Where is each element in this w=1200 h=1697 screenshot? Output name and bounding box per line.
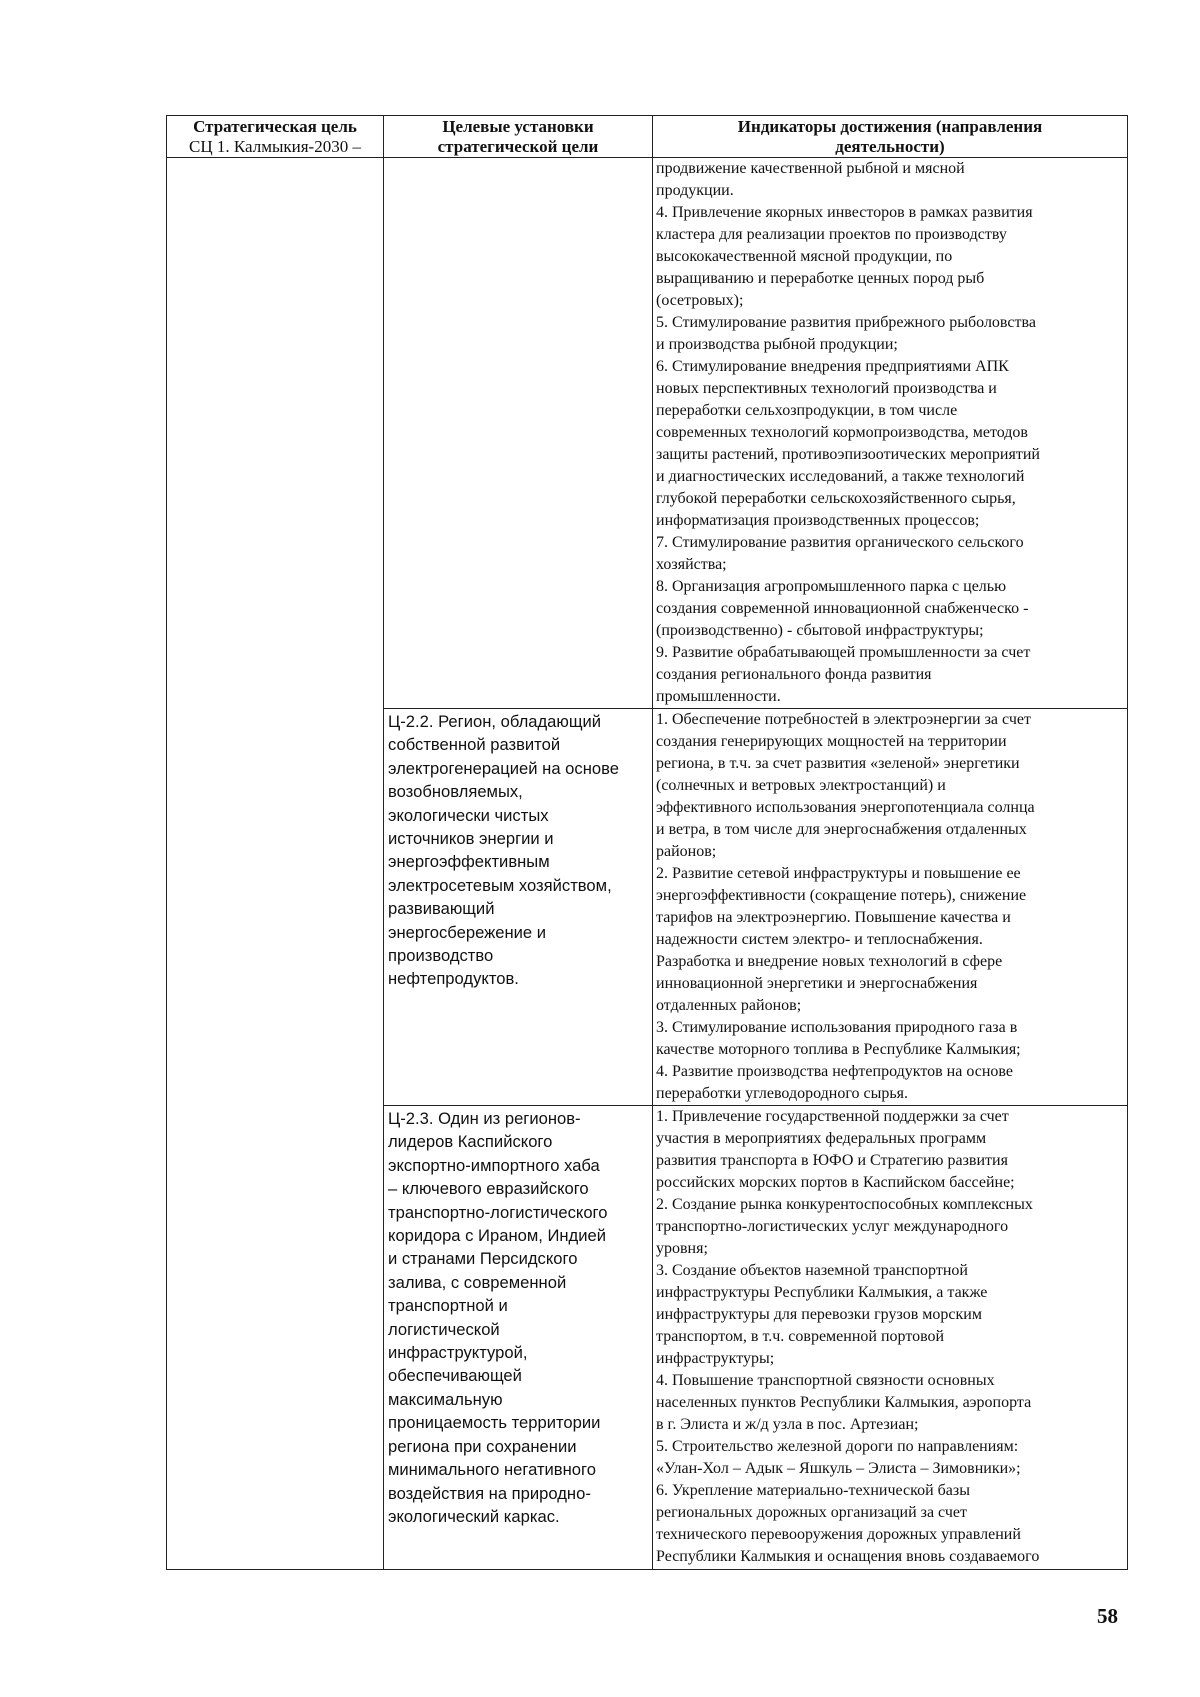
indicator-line: 2. Создание рынка конкурентоспособных комплексных [656,1196,1033,1213]
indicator-line: переработки углеводородного сырья. [656,1085,908,1102]
indicator-line: (солнечных и ветровых электростанций) и [656,777,946,794]
indicator-line: 6. Укрепление материально-технической базы [656,1482,970,1499]
target-line: электросетевым хозяйством, [388,875,612,895]
target-line: экологический каркас. [388,1506,560,1526]
header-indicators [653,116,1128,158]
table-row [167,158,1128,709]
target-line: обеспечивающей [388,1366,522,1386]
indicator-line: переработки сельхозпродукции, в том числе [656,402,958,419]
header-col2-line1: Целевые установки [442,117,594,136]
indicator-line: Разработка и внедрение новых технологий в сфере [656,953,1003,970]
indicator-line: транспортно-логистических услуг международного [656,1218,1009,1235]
target-line: Ц-2.3. Один из регионов- [388,1109,581,1128]
indicator-line: инфраструктуры; [656,1350,775,1367]
indicator-line: региона, в т.ч. за счет развития «зеленой» энергетики [656,755,1020,772]
target-cell-continuation [384,158,653,709]
indicator-line: 4. Привлечение якорных инвесторов в рамках развития [656,204,1033,221]
target-line: Ц-2.2. Регион, обладающий [388,712,602,731]
indicator-line: кластера для реализации проектов по производству [656,226,1007,243]
indicator-line: продвижение качественной рыбной и мясной [656,160,965,177]
target-line: и странами Персидского [388,1249,578,1269]
indicator-line: 4. Повышение транспортной связности основных [656,1372,995,1389]
target-line: максимальную [388,1389,503,1409]
indicator-line: новых перспективных технологий производства и [656,380,997,397]
indicator-line: 5. Строительство железной дороги по направлениям: [656,1438,1019,1455]
target-line: энергоэффективным [388,852,550,872]
indicator-line: инновационной энергетики и энергоснабжения [656,975,978,992]
indicator-line: тарифов на электроэнергию. Повышение качества и [656,909,1011,926]
page-number: 58 [1097,1604,1118,1628]
indicator-line: защиты растений, противоэпизоотических мероприятий [656,446,1040,463]
indicator-line: региональных дорожных организаций за счет [656,1504,967,1521]
indicator-line: инфраструктуры Республики Калмыкия, а также [656,1284,988,1301]
indicators-cell [653,158,1128,709]
indicator-line: отдаленных районов; [656,997,802,1014]
indicator-line: 4. Развитие производства нефтепродуктов на основе [656,1063,1013,1080]
indicator-line: российских морских портов в Каспийском бассейне; [656,1174,1015,1191]
indicator-line: (производственно) - сбытовой инфраструктуры; [656,622,984,639]
target-line: воздействия на природно- [388,1483,591,1503]
target-line: экологически чистых [388,805,549,825]
indicator-line: создания регионального фонда развития [656,666,932,683]
target-line: нефтепродуктов. [388,969,519,989]
indicator-line: качестве моторного топлива в Республике Калмыкия; [656,1041,1021,1058]
indicator-line: создания современной инновационной снабженческо - [656,600,1029,617]
target-cell [384,1106,653,1570]
indicator-line: 6. Стимулирование внедрения предприятиями АПК [656,358,1009,375]
target-line: лидеров Каспийского [388,1132,553,1152]
indicator-line: хозяйства; [656,556,727,573]
target-line: региона при сохранении [388,1436,577,1456]
indicator-line: 9. Развитие обрабатывающей промышленности за счет [656,644,1031,661]
header-col3-line2: деятельности) [835,137,945,156]
header-target-settings [384,116,653,158]
indicator-line: создания генерирующих мощностей на территории [656,733,1007,750]
indicator-line: участия в мероприятиях федеральных программ [656,1130,987,1147]
indicator-line: и производства рыбной продукции; [656,336,898,353]
indicator-line: районов; [656,843,717,860]
indicator-line: транспортом, в т.ч. современной портовой [656,1328,945,1345]
target-line: собственной развитой [388,735,561,755]
indicator-line: Республики Калмыкия и оснащения вновь создаваемого [656,1548,1040,1565]
target-line: коридора с Ираном, Индией [388,1226,607,1246]
target-line: экспортно-импортного хаба [388,1155,600,1175]
target-line: инфраструктурой, [388,1343,528,1363]
header-col3-line1: Индикаторы достижения (направления [737,117,1043,136]
target-line: энергосбережение и [388,922,546,942]
table-header-row [167,116,1128,158]
indicators-cell [653,1106,1128,1570]
indicator-line: 3. Стимулирование использования природного газа в [656,1019,1018,1036]
target-line: возобновляемых, [388,782,523,802]
target-line: транспортной и [388,1296,508,1316]
indicator-line: современных технологий кормопроизводства, методов [656,424,1028,441]
indicator-line: надежности систем электро- и теплоснабжения. [656,931,983,948]
indicator-line: в г. Элиста и ж/д узла в пос. Артезиан; [656,1416,919,1433]
indicator-line: и диагностических исследований, а также технологий [656,468,1025,485]
indicator-line: 7. Стимулирование развития органического сельского [656,534,1024,551]
indicator-line: 2. Развитие сетевой инфраструктуры и повышение ее [656,865,1021,882]
indicator-line: технического перевооружения дорожных управлений [656,1526,1021,1543]
target-line: – ключевого евразийского [388,1179,589,1199]
header-col1-title: Стратегическая цель [193,117,357,136]
indicator-line: высококачественной мясной продукции, по [656,248,953,265]
indicator-line: 5. Стимулирование развития прибрежного рыболовства [656,314,1036,331]
target-line: проницаемость территории [388,1413,601,1433]
indicator-line: «Улан-Хол – Адык – Яшкуль – Элиста – Зимовники»; [656,1460,1021,1477]
indicator-line: промышленности. [656,688,781,705]
indicator-line: 1. Привлечение государственной поддержки за счет [656,1108,1009,1125]
target-line: логистической [388,1319,500,1339]
indicator-line: энергоэффективности (сокращение потерь), снижение [656,887,1027,904]
indicator-line: глубокой переработки сельскохозяйственного сырья, [656,490,1016,507]
indicator-line: инфраструктуры для перевозки грузов морским [656,1306,982,1323]
target-line: развивающий [388,899,495,919]
header-col1-subtitle: СЦ 1. Калмыкия-2030 – [189,137,361,156]
indicators-cell [653,709,1128,1106]
indicator-line: (осетровых); [656,292,744,309]
target-line: источников энергии и [388,829,554,849]
indicator-line: развития транспорта в ЮФО и Стратегию развития [656,1152,1008,1169]
strategy-table [166,115,1128,1570]
target-cell [384,709,653,1106]
indicator-line: населенных пунктов Республики Калмыкия, аэропорта [656,1394,1032,1411]
indicator-line: эффективного использования энергопотенциала солнца [656,799,1035,816]
indicator-line: 3. Создание объектов наземной транспортной [656,1262,968,1279]
header-strategic-goal [167,116,384,158]
indicator-line: 1. Обеспечение потребностей в электроэнергии за счет [656,711,1031,728]
indicator-line: информатизация производственных процессов; [656,512,980,529]
target-line: залива, с современной [388,1272,567,1292]
indicator-line: 8. Организация агропромышленного парка с целью [656,578,1007,595]
target-line: производство [388,946,494,966]
target-line: электрогенерацией на основе [388,758,619,778]
strategic-goal-cell [167,158,384,1570]
indicator-line: уровня; [656,1240,708,1257]
indicator-line: и ветра, в том числе для энергоснабжения отдаленных [656,821,1027,838]
indicator-line: продукции. [656,182,734,199]
indicator-line: выращиванию и переработке ценных пород рыб [656,270,985,287]
header-col2-line2: стратегической цели [437,137,599,156]
target-line: транспортно-логистического [388,1202,608,1222]
target-line: минимального негативного [388,1460,596,1480]
